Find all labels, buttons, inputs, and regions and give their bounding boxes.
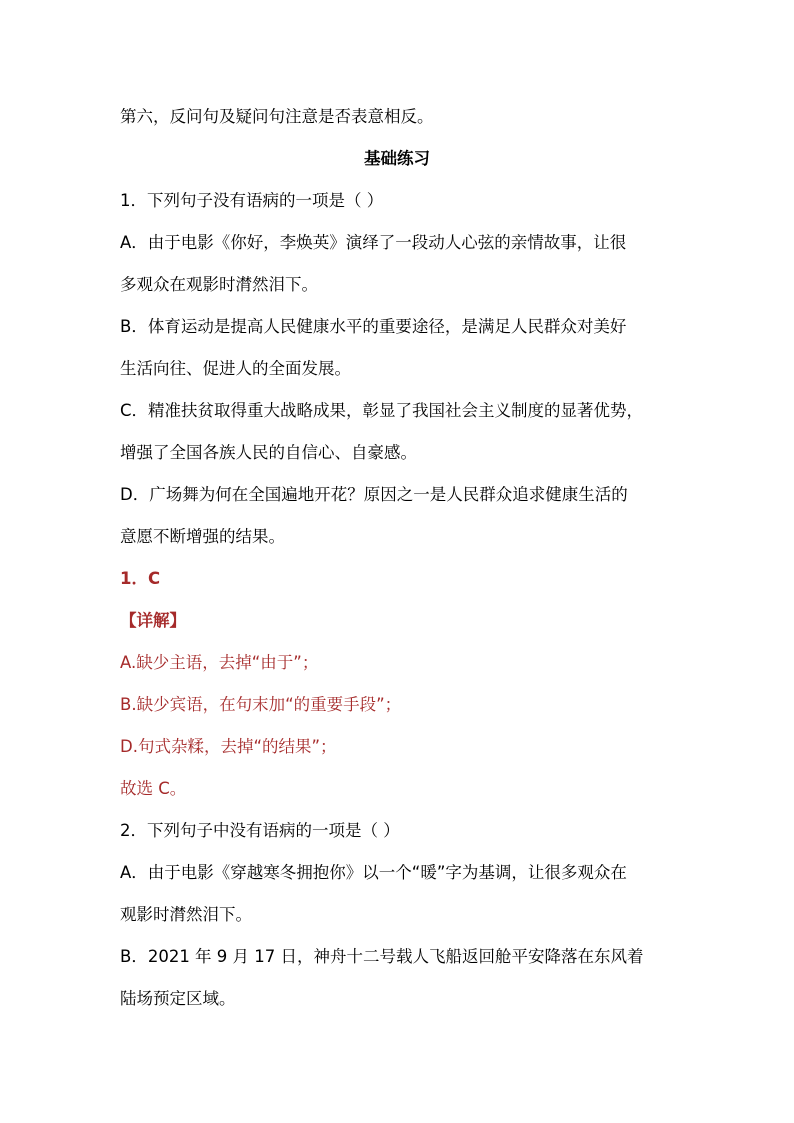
question-2-option-b: B．2021 年 9 月 17 日，神舟十二号载人飞船返回舱平安降落在东风着: [120, 947, 644, 966]
question-1-option-d: D．广场舞为何在全国遍地开花？原因之一是人民群众追求健康生活的: [120, 485, 628, 504]
section-title: 基础练习: [364, 149, 430, 168]
question-1-option-c-cont: 增强了全国各族人民的自信心、自豪感。: [120, 443, 417, 462]
question-1-option-b: B．体育运动是提高人民健康水平的重要途径，是满足人民群众对美好: [120, 317, 627, 336]
question-1-option-b-cont: 生活向往、促进人的全面发展。: [120, 359, 351, 378]
question-2-option-b-cont: 陆场预定区域。: [120, 989, 236, 1008]
question-1-option-a: A．由于电影《你好，李焕英》演绎了一段动人心弦的亲情故事，让很: [120, 233, 627, 252]
detail-b: B.缺少宾语，在句末加“的重要手段”；: [120, 695, 402, 714]
detail-label: 【详解】: [120, 611, 186, 630]
intro-text: 第六，反问句及疑问句注意是否表意相反。: [120, 107, 434, 126]
question-1-option-d-cont: 意愿不断增强的结果。: [120, 527, 285, 546]
answer-1: 1．C: [120, 569, 161, 588]
question-1-stem: 1．下列句子没有语病的一项是（ ）: [120, 191, 384, 210]
question-1-option-a-cont: 多观众在观影时潸然泪下。: [120, 275, 318, 294]
detail-conclusion: 故选 C。: [120, 779, 187, 798]
question-2-option-a-cont: 观影时潸然泪下。: [120, 905, 252, 924]
detail-a: A.缺少主语，去掉“由于”；: [120, 653, 319, 672]
detail-d: D.句式杂糅，去掉“的结果”；: [120, 737, 337, 756]
question-2-stem: 2．下列句子中没有语病的一项是（ ）: [120, 821, 400, 840]
question-1-option-c: C．精准扶贫取得重大战略成果，彰显了我国社会主义制度的显著优势，: [120, 401, 644, 420]
question-2-option-a: A．由于电影《穿越寒冬拥抱你》以一个“暖”字为基调，让很多观众在: [120, 863, 627, 882]
